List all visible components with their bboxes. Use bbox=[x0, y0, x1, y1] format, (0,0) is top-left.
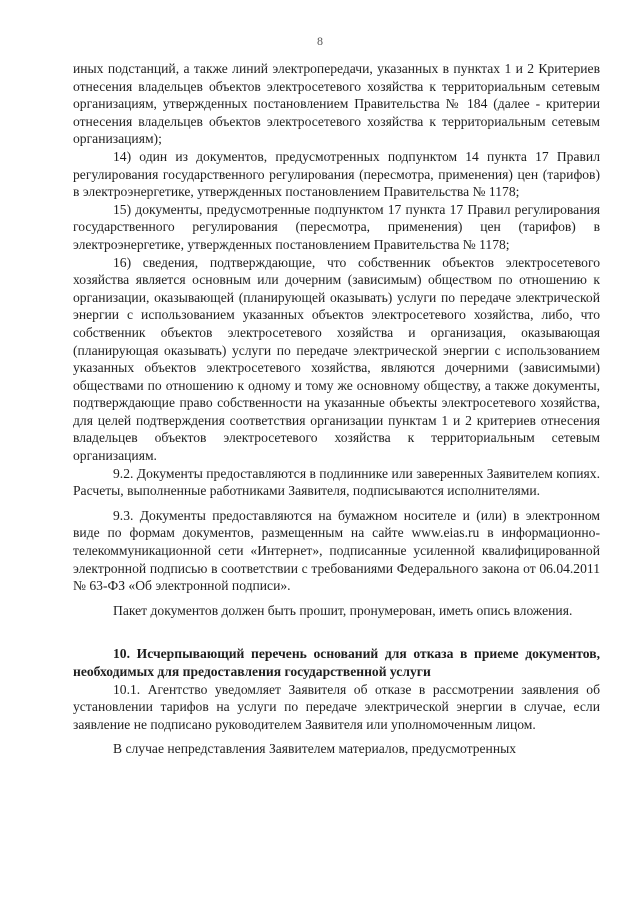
paragraph-package-requirements: Пакет документов должен быть прошит, пронумерован, иметь опись вложения. bbox=[113, 602, 573, 618]
spacer bbox=[73, 619, 600, 645]
page-number: 8 bbox=[317, 34, 323, 48]
paragraph-continuation: иных подстанций, а также линий электропередачи, указанных в пунктах 1 и 2 Критериев отнесения владельцев объектов электросетевого хозяйства к территориальным сетевым организациям, утвержденных постановлением Правительства № 184 (далее - критерии отнесения владельцев объектов электросетевого хозяйства к территориальным сетевым организациям); bbox=[73, 61, 600, 147]
paragraph-non-submission: В случае непредставления Заявителем материалов, предусмотренных bbox=[113, 741, 517, 757]
document-body bbox=[73, 60, 600, 758]
paragraph-item-16: 16) сведения, подтверждающие, что собственник объектов электросетевого хозяйства является основным или дочерним (зависимым) обществом по отношению к организации, оказывающей (планирующей оказывать) услуги по передаче электрической энергии с использованием указанных объектов электросетевого хозяйства, либо, что собственник объектов электросетевого хозяйства и организация, оказывающая (планирующая оказывать) услуги по передаче электрической энергии с использованием указанных объектов электросетевого хозяйства, являются дочерними (зависимыми) обществами по отношению к одному и тому же основному обществу, а также документы, подтверждающие право собственности на указанные объекты электросетевого хозяйства, для целей подтверждения соответствия организации пунктам 1 и 2 критериев отнесения владельцев объектов электросетевого хозяйства к территориальным сетевым организациям. bbox=[73, 254, 600, 464]
paragraph-10-1: 10.1. Агентство уведомляет Заявителя об отказе в рассмотрении заявления об установлении тарифов на услуги по передаче электрической энергии в случае, если заявление не подписано руководителем Заявителя или уполномоченным лицом. bbox=[73, 681, 600, 732]
spacer bbox=[73, 733, 600, 740]
paragraph-9-3: 9.3. Документы предоставляются на бумажном носителе и (или) в электронном виде по формам документов, размещенным на сайте www.eias.ru в информационно-телекоммуникационной сети «Интернет», подписанные усиленной квалифицированной электронной подписью в соответствии с требованиями Федерального закона от 06.04.2011 № 63-ФЗ «Об электронной подписи». bbox=[73, 507, 600, 594]
section-heading: 10. Исчерпывающий перечень оснований для отказа в приеме документов, необходимых для предоставления государственной услуги bbox=[73, 646, 600, 679]
paragraph-item-14: 14) один из документов, предусмотренных подпунктом 14 пункта 17 Правил регулирования государственного регулирования (пересмотра, применения) цен (тарифов) в электроэнергетике, утвержденных постановлением Правительства № 1178; bbox=[73, 148, 600, 200]
paragraph-9-2: 9.2. Документы предоставляются в подлиннике или заверенных Заявителем копиях. Расчеты, выполненные работниками Заявителя, подписываются исполнителями. bbox=[73, 465, 600, 499]
spacer bbox=[73, 595, 600, 602]
spacer bbox=[73, 500, 600, 507]
paragraph-item-15: 15) документы, предусмотренные подпунктом 17 пункта 17 Правил регулирования государственного регулирования (пересмотра, применения) цен (тарифов) в электроэнергетике, утвержденных постановлением Правительства № 1178; bbox=[73, 201, 600, 252]
